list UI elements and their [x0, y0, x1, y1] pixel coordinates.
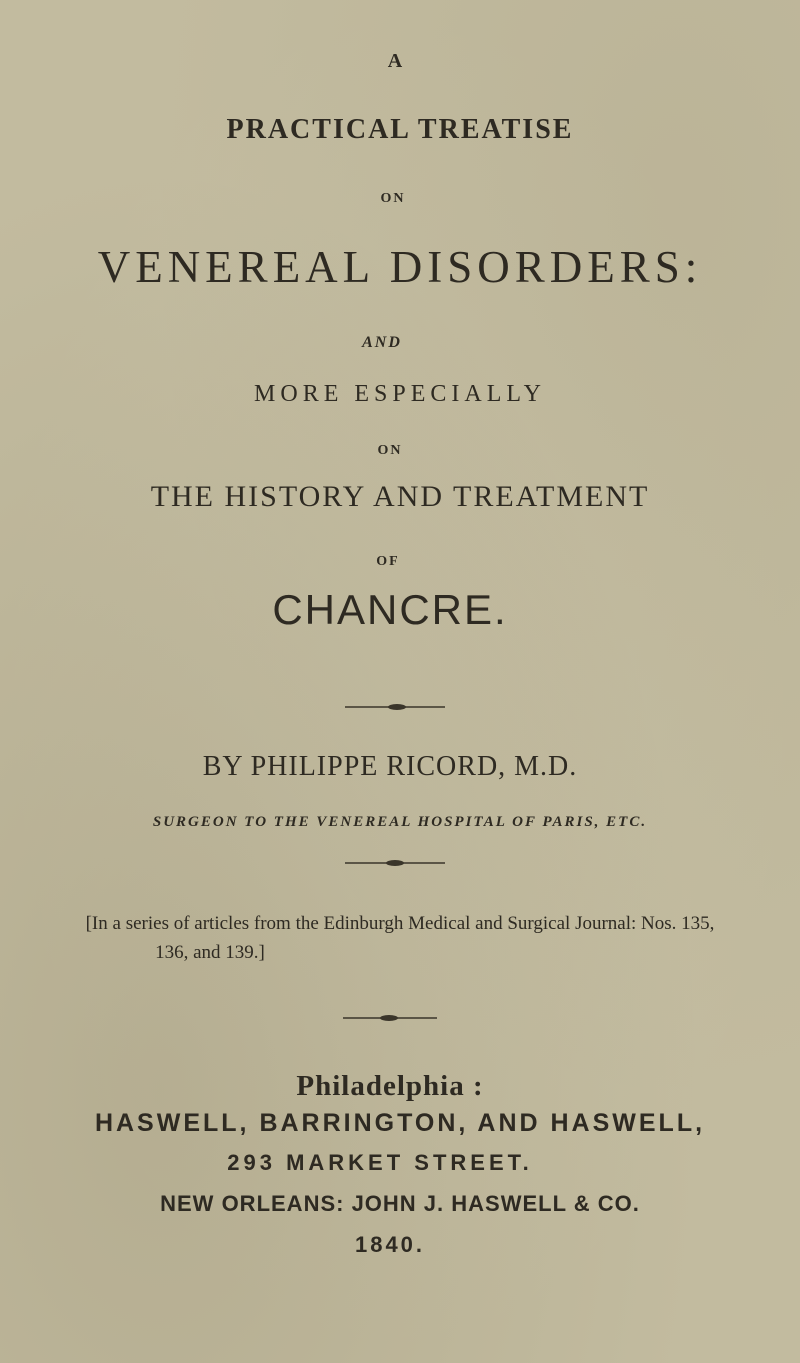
- title-more-especially: MORE ESPECIALLY: [254, 381, 546, 407]
- title-article: A: [387, 50, 403, 72]
- title-subject: VENEREAL DISORDERS:: [97, 242, 703, 292]
- title-connector-and: AND: [362, 334, 402, 351]
- title-history: THE HISTORY AND TREATMENT: [150, 480, 650, 513]
- ornamental-rule-1: [345, 700, 445, 714]
- imprint-publisher: HASWELL, BARRINGTON, AND HASWELL,: [94, 1109, 706, 1137]
- title-connector-on-2: ON: [377, 443, 403, 458]
- title-connector-on: ON: [380, 191, 406, 206]
- imprint-year: 1840.: [354, 1232, 426, 1257]
- imprint-address: 293 MARKET STREET.: [227, 1150, 533, 1175]
- imprint-place: Philadelphia :: [296, 1070, 484, 1102]
- source-note-line-1: [In a series of articles from the Edinburgh Medical and Surgical Journal: Nos. 135,: [85, 913, 715, 934]
- ornamental-rule-3: [343, 1011, 437, 1025]
- ornamental-rule-2: [345, 856, 445, 870]
- author-title: SURGEON TO THE VENEREAL HOSPITAL OF PARIS, ETC.: [152, 814, 648, 830]
- imprint-new-orleans: NEW ORLEANS: JOHN J. HASWELL & CO.: [160, 1191, 640, 1216]
- title-main: PRACTICAL TREATISE: [226, 114, 574, 145]
- author-line: BY PHILIPPE RICORD, M.D.: [202, 751, 578, 782]
- title-connector-of: OF: [376, 554, 400, 569]
- title-chancre: CHANCRE.: [272, 586, 508, 633]
- source-note-line-2: 136, and 139.]: [155, 942, 265, 963]
